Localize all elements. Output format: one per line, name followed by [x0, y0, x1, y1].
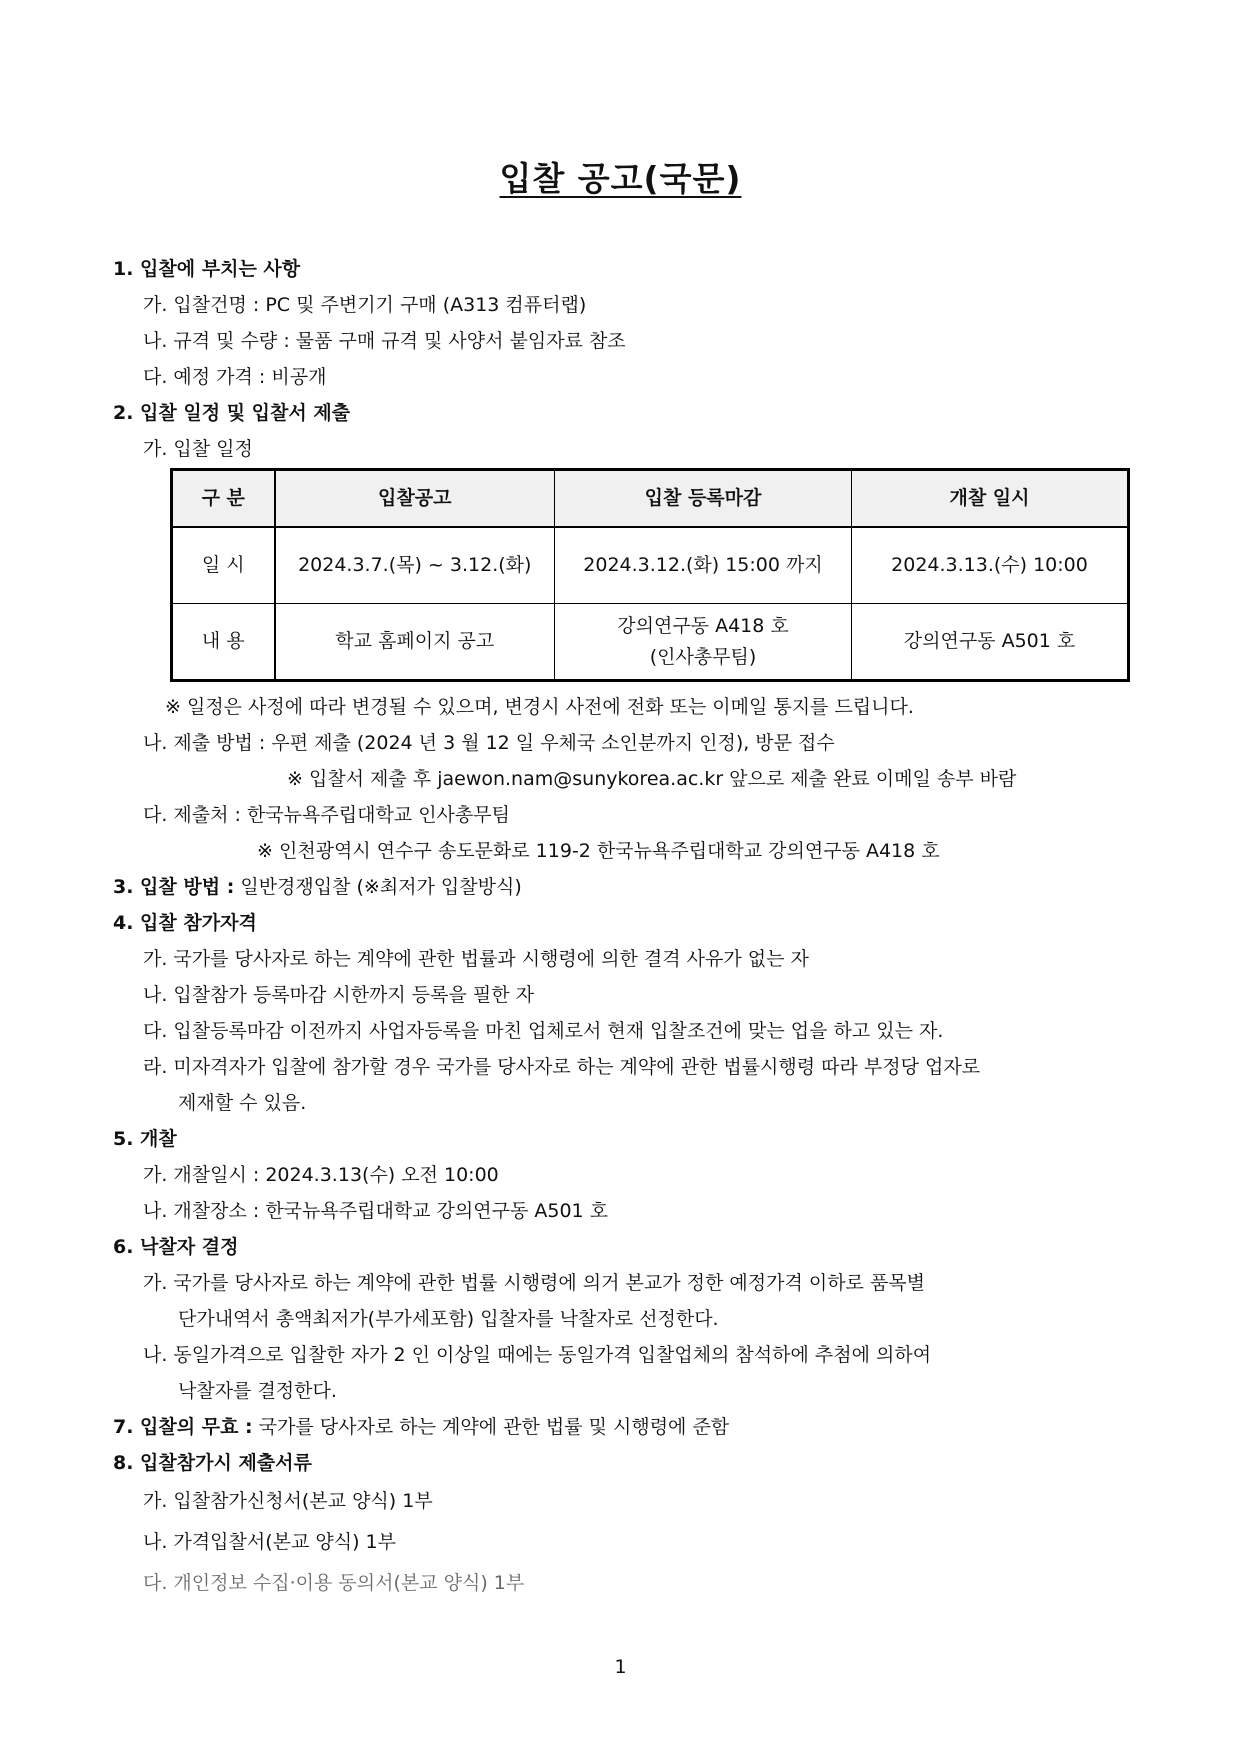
section-1-heading: 1. 입찰에 부치는 사항 [113, 258, 301, 280]
section-5-heading: 5. 개찰 [113, 1128, 177, 1150]
table-cell: 학교 홈페이지 공고 [275, 604, 555, 681]
section-4-heading: 4. 입찰 참가자격 [113, 912, 257, 934]
section-4-item-a: 가. 국가를 당사자로 하는 계약에 관한 법률과 시행령에 의한 결격 사유가 없는 자 [143, 948, 809, 970]
section-8-item-b: 나. 가격입찰서(본교 양식) 1부 [143, 1531, 396, 1553]
table-cell: 2024.3.7.(목) ~ 3.12.(화) [275, 527, 555, 604]
section-6-item-b: 나. 동일가격으로 입찰한 자가 2 인 이상일 때에는 동일가격 입찰업체의 참석하에 추첨에 의하여 [143, 1344, 932, 1366]
section-4-item-d-cont: 제재할 수 있음. [178, 1092, 307, 1114]
table-header-cell: 입찰 등록마감 [555, 470, 852, 528]
table-cell-line: 강의연구동 A418 호 [617, 615, 789, 638]
table-row [172, 527, 1129, 604]
page-number: 1 [614, 1656, 627, 1678]
table-row [172, 604, 1129, 681]
schedule-table [170, 468, 1130, 682]
section-5-item-b: 나. 개찰장소 : 한국뉴욕주립대학교 강의연구동 A501 호 [143, 1200, 609, 1222]
table-note: ※ 일정은 사정에 따라 변경될 수 있으며, 변경시 사전에 전화 또는 이메일 통지를 드립니다. [165, 696, 914, 718]
page-title: 입찰 공고(국문) [499, 159, 742, 198]
table-cell [555, 604, 852, 681]
section-1-item-a: 가. 입찰건명 : PC 및 주변기기 구매 (A313 컴퓨터랩) [143, 294, 587, 316]
table-cell: 일 시 [172, 527, 275, 604]
section-1-item-b: 나. 규격 및 수량 : 물품 구매 규격 및 사양서 붙임자료 참조 [143, 330, 626, 352]
section-3-text: 일반경쟁입찰 (※최저가 입찰방식) [234, 876, 522, 898]
section-8-item-a: 가. 입찰참가신청서(본교 양식) 1부 [143, 1490, 433, 1512]
section-4-item-c: 다. 입찰등록마감 이전까지 사업자등록을 마친 업체로서 현재 입찰조건에 맞는 업을 하고 있는 자. [143, 1020, 944, 1042]
section-6-item-a: 가. 국가를 당사자로 하는 계약에 관한 법률 시행령에 의거 본교가 정한 예정가격 이하로 품목별 [143, 1272, 926, 1294]
section-2-item-b: 나. 제출 방법 : 우편 제출 (2024 년 3 월 12 일 우체국 소인분까지 인정), 방문 접수 [143, 732, 835, 754]
section-5-item-a: 가. 개찰일시 : 2024.3.13(수) 오전 10:00 [143, 1164, 499, 1186]
table-header-row [172, 470, 1129, 528]
section-3-heading: 3. 입찰 방법 : 일반경쟁입찰 (※최저가 입찰방식) [113, 876, 522, 898]
table-cell: 2024.3.13.(수) 10:00 [852, 527, 1129, 604]
section-1-item-c: 다. 예정 가격 : 비공개 [143, 366, 327, 388]
table-header-cell: 입찰공고 [275, 470, 555, 528]
section-2-item-c: 다. 제출처 : 한국뉴욕주립대학교 인사총무팀 [143, 804, 510, 826]
section-4-item-b: 나. 입찰참가 등록마감 시한까지 등록을 필한 자 [143, 984, 535, 1006]
section-8-heading: 8. 입찰참가시 제출서류 [113, 1452, 312, 1474]
section-7-text: 국가를 당사자로 하는 계약에 관한 법률 및 시행령에 준함 [252, 1416, 730, 1438]
section-6-heading: 6. 낙찰자 결정 [113, 1236, 239, 1258]
table-header-cell: 개찰 일시 [852, 470, 1129, 528]
section-4-item-d: 라. 미자격자가 입찰에 참가할 경우 국가를 당사자로 하는 계약에 관한 법률시행령 따라 부정당 업자로 [143, 1056, 981, 1078]
table-header-cell: 구 분 [172, 470, 275, 528]
section-7-heading: 7. 입찰의 무효 : 국가를 당사자로 하는 계약에 관한 법률 및 시행령에 준함 [113, 1416, 730, 1438]
table-cell: 내 용 [172, 604, 275, 681]
section-6-item-a-cont: 단가내역서 총액최저가(부가세포함) 입찰자를 낙찰자로 선정한다. [178, 1308, 719, 1330]
section-2-item-b-note: ※ 입찰서 제출 후 jaewon.nam@sunykorea.ac.kr 앞으로 제출 완료 이메일 송부 바람 [287, 768, 1017, 790]
section-2-heading: 2. 입찰 일정 및 입찰서 제출 [113, 402, 351, 424]
section-2-item-a: 가. 입찰 일정 [143, 438, 253, 460]
table-cell-line: (인사총무팀) [649, 645, 757, 668]
section-8-item-c: 다. 개인정보 수집·이용 동의서(본교 양식) 1부 [143, 1572, 525, 1594]
table-cell: 2024.3.12.(화) 15:00 까지 [555, 527, 852, 604]
section-6-item-b-cont: 낙찰자를 결정한다. [178, 1380, 337, 1402]
table-cell: 강의연구동 A501 호 [852, 604, 1129, 681]
section-2-item-c-note: ※ 인천광역시 연수구 송도문화로 119-2 한국뉴욕주립대학교 강의연구동 A418 호 [257, 840, 940, 862]
